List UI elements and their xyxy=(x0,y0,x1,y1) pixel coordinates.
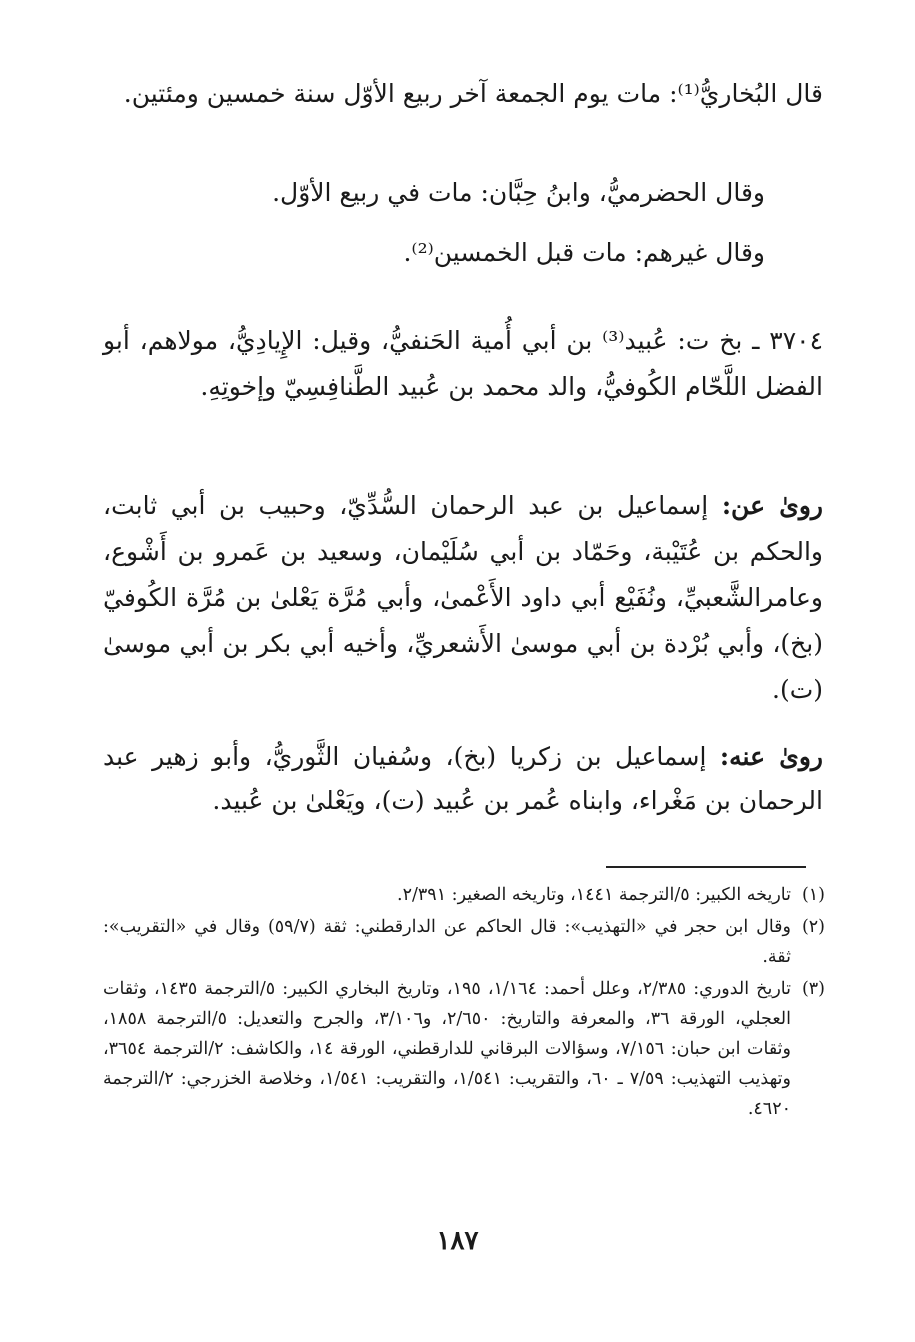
page-number: ١٨٧ xyxy=(436,1226,479,1256)
paragraph-hadrami: وقال الحضرميُّ، وابنُ حِبَّان: مات في ربيع الأوّل. xyxy=(272,178,765,207)
narrated-by-text: إسماعيل بن زكريا (بخ)، وسُفيان الثَّوريُّ، وأبو زهير عبد الرحمان بن مَغْراء، وابناه عُمر بن عُبيد (ت)، ويَعْلىٰ بن عُبيد. xyxy=(103,742,823,815)
footnote-text: وقال ابن حجر في «التهذيب»: قال الحاكم عن الدارقطني: ثقة (٥٩/٧) وقال في «التقريب»: ثقة. xyxy=(103,917,791,967)
narrated-from-text: إسماعيل بن عبد الرحمان السُّدِّيّ، وحبيب بن أبي ثابت، والحكم بن عُتَيْبة، وحَمّاد بن أبي سُلَيْمان، وسعيد بن عَمرو بن أَشْوع، وعامرالشَّعبيِّ، ونُفَيْع أبي داود الأَعْمىٰ، وأبي مُرَّة يَعْلىٰ بن مُرَّة الكُوفيّ (بخ)، وأبي بُرْدة بن أبي موسىٰ الأَشعريِّ، وأخيه أبي بكر بن أبي موسىٰ (ت). xyxy=(103,491,823,704)
narrated-from-section xyxy=(103,483,823,713)
footnote-number: (٣) xyxy=(801,979,825,999)
narrated-by-section xyxy=(103,735,823,823)
footnote-1 xyxy=(103,880,825,910)
biography-entry: ٣٧٠٤ ـ بخ ت: عُبيد⁽³⁾ بن أبي أُمية الحَنفيُّ، وقيل: الإِيادِيُّ، مولاهم، أبو الفضل اللَّحّام الكُوفيُّ، والد محمد بن عُبيد الطَّنافِسِيّ وإخوتِهِ. xyxy=(103,326,823,401)
narrated-from-label: روىٰ عن: xyxy=(721,491,824,520)
footnote-number: (١) xyxy=(801,885,825,905)
narrated-by-label: روىٰ عنه: xyxy=(719,742,823,771)
footnote-3 xyxy=(103,974,825,1124)
footnote-separator xyxy=(606,866,806,868)
footnote-text: تاريخه الكبير: ٥/الترجمة ١٤٤١، وتاريخه الصغير: ٢/٣٩١. xyxy=(397,885,791,905)
footnote-number: (٢) xyxy=(801,917,825,937)
paragraph-others: وقال غيرهم: مات قبل الخمسين⁽²⁾. xyxy=(403,238,765,267)
footnote-2 xyxy=(103,912,825,972)
footnote-text: تاريخ الدوري: ٢/٣٨٥، وعلل أحمد: ١/١٦٤، ١٩٥، وتاريخ البخاري الكبير: ٥/الترجمة ١٤٣٥، وثقات العجلي، الورقة ٣٦، والمعرفة والتاريخ: ٢/٦٥٠، و٣/١٠٦، والجرح والتعديل: ٥/الترجمة ١٨٥٨، وثقات ابن حبان: ٧/١٥٦، وسؤالات البرقاني للدارقطني، الورقة ١٤، والكاشف: ٢/الترجمة ٣٦٥٤، وتهذيب التهذيب: ٧/٥٩ ـ ٦٠، والتقريب: ١/٥٤١، والتقريب: ١/٥٤١، وخلاصة الخزرجي: ٢/الترجمة ٤٦٢٠. xyxy=(103,979,791,1119)
paragraph-bukhari-death: قال البُخاريُّ⁽¹⁾: مات يوم الجمعة آخر ربيع الأوّل سنة خمسين ومئتين. xyxy=(123,79,823,108)
footnotes-list xyxy=(103,880,825,1126)
